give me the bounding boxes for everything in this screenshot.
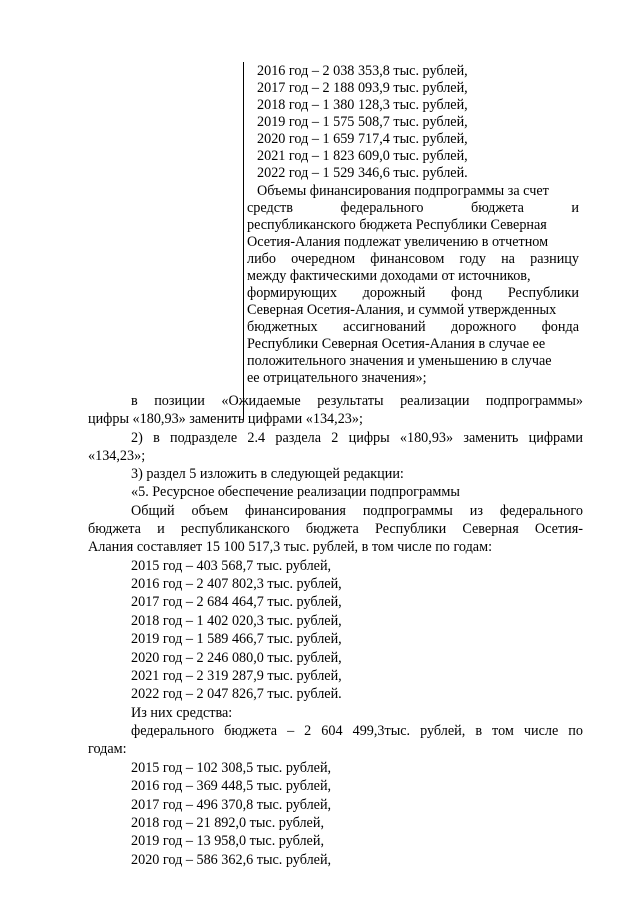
body-line: «134,23»;: [88, 448, 146, 464]
year-line: 2018 год – 1 402 020,3 тыс. рублей,: [131, 613, 342, 629]
box-year-line: 2018 год – 1 380 128,3 тыс. рублей,: [257, 97, 468, 113]
box-paragraph-line: Северная Осетия-Алания, и суммой утвержденных: [247, 302, 557, 318]
box-paragraph-line: республиканского бюджета Республики Северная: [247, 217, 547, 233]
body-line: в позиции «Ожидаемые результаты реализации подпрограммы»: [131, 393, 583, 409]
year-line: 2020 год – 2 246 080,0 тыс. рублей,: [131, 650, 342, 666]
year-line: 2015 год – 102 308,5 тыс. рублей,: [131, 760, 332, 776]
section-heading: «5. Ресурсное обеспечение реализации подпрограммы: [131, 484, 460, 500]
box-paragraph-line: Объемы финансирования подпрограммы за счет: [257, 183, 549, 199]
body-line: Алания составляет 15 100 517,3 тыс. рублей, в том числе по годам:: [88, 539, 493, 555]
box-paragraph-line: формирующих дорожный фонд Республики: [247, 285, 579, 301]
year-line: 2020 год – 586 362,6 тыс. рублей,: [131, 852, 332, 868]
body-line: 2) в подразделе 2.4 раздела 2 цифры «180,93» заменить цифрами: [131, 430, 583, 446]
year-line: 2021 год – 2 319 287,9 тыс. рублей,: [131, 668, 342, 684]
body-line: бюджета и республиканского бюджета Республики Северная Осетия-: [88, 521, 583, 537]
box-year-line: 2021 год – 1 823 609,0 тыс. рублей,: [257, 148, 468, 164]
box-paragraph-line: средств федерального бюджета и: [247, 200, 579, 216]
body-line: Из них средства:: [131, 705, 233, 721]
body-line: цифры «180,93» заменить цифрами «134,23»;: [88, 411, 363, 427]
box-year-line: 2016 год – 2 038 353,8 тыс. рублей,: [257, 63, 468, 79]
box-year-line: 2020 год – 1 659 717,4 тыс. рублей,: [257, 131, 468, 147]
box-year-line: 2022 год – 1 529 346,6 тыс. рублей.: [257, 165, 468, 181]
year-line: 2019 год – 1 589 466,7 тыс. рублей,: [131, 631, 342, 647]
body-line: годам:: [88, 741, 127, 757]
year-line: 2017 год – 2 684 464,7 тыс. рублей,: [131, 594, 342, 610]
year-line: 2019 год – 13 958,0 тыс. рублей,: [131, 833, 324, 849]
box-paragraph-line: Осетия-Алания подлежат увеличению в отчетном: [247, 234, 549, 250]
body-line: Общий объем финансирования подпрограммы из федерального: [131, 503, 583, 519]
box-paragraph-line: бюджетных ассигнований дорожного фонда: [247, 319, 579, 335]
year-line: 2016 год – 369 448,5 тыс. рублей,: [131, 778, 332, 794]
year-line: 2018 год – 21 892,0 тыс. рублей,: [131, 815, 324, 831]
year-line: 2017 год – 496 370,8 тыс. рублей,: [131, 797, 332, 813]
box-paragraph-line: либо очередном финансовом году на разницу: [247, 251, 579, 267]
box-paragraph-line: ее отрицательного значения»;: [247, 370, 427, 386]
box-paragraph-line: положительного значения и уменьшению в случае: [247, 353, 552, 369]
body-line: 3) раздел 5 изложить в следующей редакции:: [131, 466, 404, 482]
box-year-line: 2019 год – 1 575 508,7 тыс. рублей,: [257, 114, 468, 130]
year-line: 2015 год – 403 568,7 тыс. рублей,: [131, 558, 332, 574]
year-line: 2022 год – 2 047 826,7 тыс. рублей.: [131, 686, 342, 702]
box-paragraph-line: между фактическими доходами от источников,: [247, 268, 531, 284]
box-year-line: 2017 год – 2 188 093,9 тыс. рублей,: [257, 80, 468, 96]
body-line: федерального бюджета – 2 604 499,3тыс. рублей, в том числе по: [131, 723, 583, 739]
year-line: 2016 год – 2 407 802,3 тыс. рублей,: [131, 576, 342, 592]
box-paragraph-line: Республики Северная Осетия-Алания в случае ее: [247, 336, 546, 352]
